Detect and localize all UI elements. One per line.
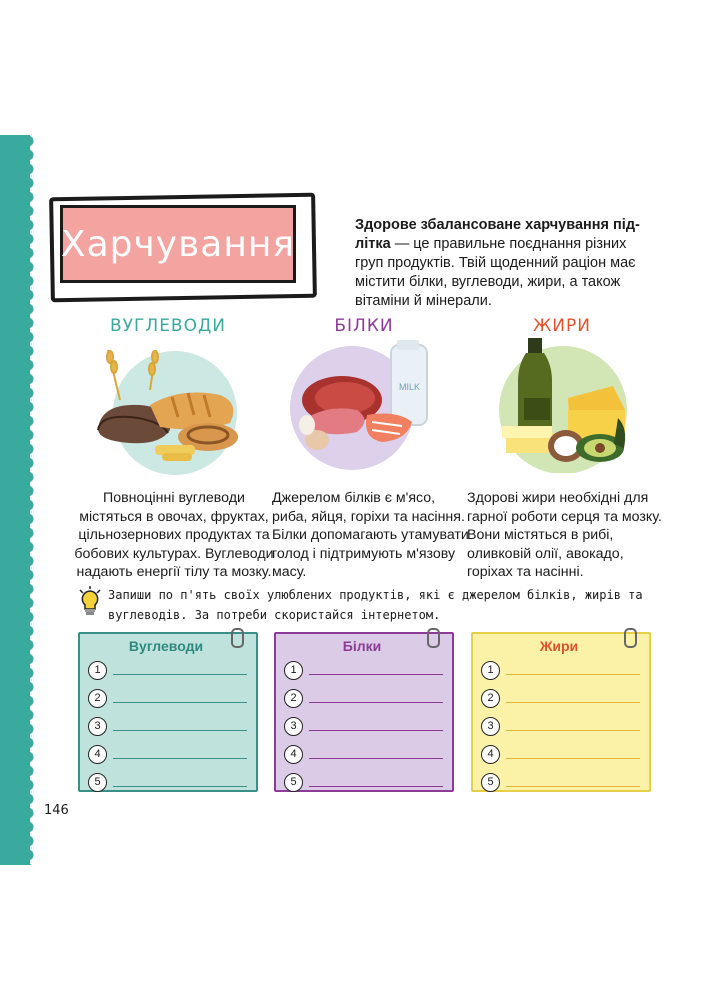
- protein-description: Джерелом білків є м'ясо, риба, яйця, горіхи та насіння. Білки допомагають утамувати голод і підтримують м'язову масу.: [272, 490, 469, 580]
- answer-line-4[interactable]: [309, 758, 443, 759]
- answer-line-3[interactable]: [309, 730, 443, 731]
- lightbulb-icon: [78, 586, 102, 625]
- card-carbs: [78, 632, 256, 790]
- intro-text: — це правильне поєднання різних груп продуктів. Твій щоденний раціон має містити білки, вуглеводи, жири, а також вітаміни й мінерали.: [355, 236, 636, 309]
- protein-illustration: [287, 340, 447, 470]
- answer-line-5[interactable]: [113, 786, 247, 787]
- row-number: 3: [481, 717, 500, 736]
- card-proteins: [274, 632, 452, 790]
- row-number: 4: [481, 745, 500, 764]
- answer-line-3[interactable]: [506, 730, 640, 731]
- row-number: 5: [88, 773, 107, 792]
- row-number: 5: [284, 773, 303, 792]
- category-title-carbs: ВУГЛЕВОДИ: [110, 316, 226, 336]
- page-number: 146: [44, 803, 69, 818]
- answer-line-2[interactable]: [506, 702, 640, 703]
- row-number: 3: [284, 717, 303, 736]
- fats-illustration: [488, 338, 638, 473]
- row-number: 4: [88, 745, 107, 764]
- answer-line-5[interactable]: [309, 786, 443, 787]
- answer-line-1[interactable]: [113, 674, 247, 675]
- row-number: 2: [481, 689, 500, 708]
- row-number: 1: [481, 661, 500, 680]
- card-fats: [471, 632, 649, 790]
- intro-paragraph: [355, 216, 655, 311]
- intro-bold: Здорове збалансоване харчування під-літка: [355, 217, 640, 252]
- carbs-description: Повноцінні вуглеводи містяться в овочах, фруктах, цільнозернових продуктах та бобових культурах. Вуглеводи надають енергії тілу та мозку.: [74, 490, 274, 580]
- row-number: 1: [284, 661, 303, 680]
- page-side-strip: [0, 135, 30, 865]
- row-number: 3: [88, 717, 107, 736]
- answer-line-1[interactable]: [506, 674, 640, 675]
- carbs-illustration: [90, 345, 250, 475]
- answer-line-4[interactable]: [506, 758, 640, 759]
- card-title: Білки: [342, 638, 382, 654]
- page-title: Харчування: [60, 223, 296, 265]
- row-number: 2: [284, 689, 303, 708]
- answer-line-5[interactable]: [506, 786, 640, 787]
- row-number: 1: [88, 661, 107, 680]
- category-title-proteins: БІЛКИ: [334, 316, 394, 336]
- answer-line-2[interactable]: [309, 702, 443, 703]
- fats-description: Здорові жири необхідні для гарної роботи серця та мозку. Вони містяться в рибі, оливковій олії, авокадо, горіхах та насінні.: [467, 490, 662, 580]
- card-title: Вуглеводи: [128, 638, 204, 654]
- row-number: 4: [284, 745, 303, 764]
- category-title-fats: ЖИРИ: [533, 316, 591, 336]
- answer-line-3[interactable]: [113, 730, 247, 731]
- row-number: 5: [481, 773, 500, 792]
- answer-line-4[interactable]: [113, 758, 247, 759]
- row-number: 2: [88, 689, 107, 708]
- task-instruction: Запиши по п'ять своїх улюблених продуктів, які є джерелом білків, жирів та вуглеводів. За потреби скористайся інтернетом.: [108, 588, 643, 622]
- answer-line-2[interactable]: [113, 702, 247, 703]
- card-title: Жири: [539, 638, 579, 654]
- answer-line-1[interactable]: [309, 674, 443, 675]
- title-frame: [50, 195, 308, 292]
- svg-text:MILK: MILK: [399, 382, 421, 392]
